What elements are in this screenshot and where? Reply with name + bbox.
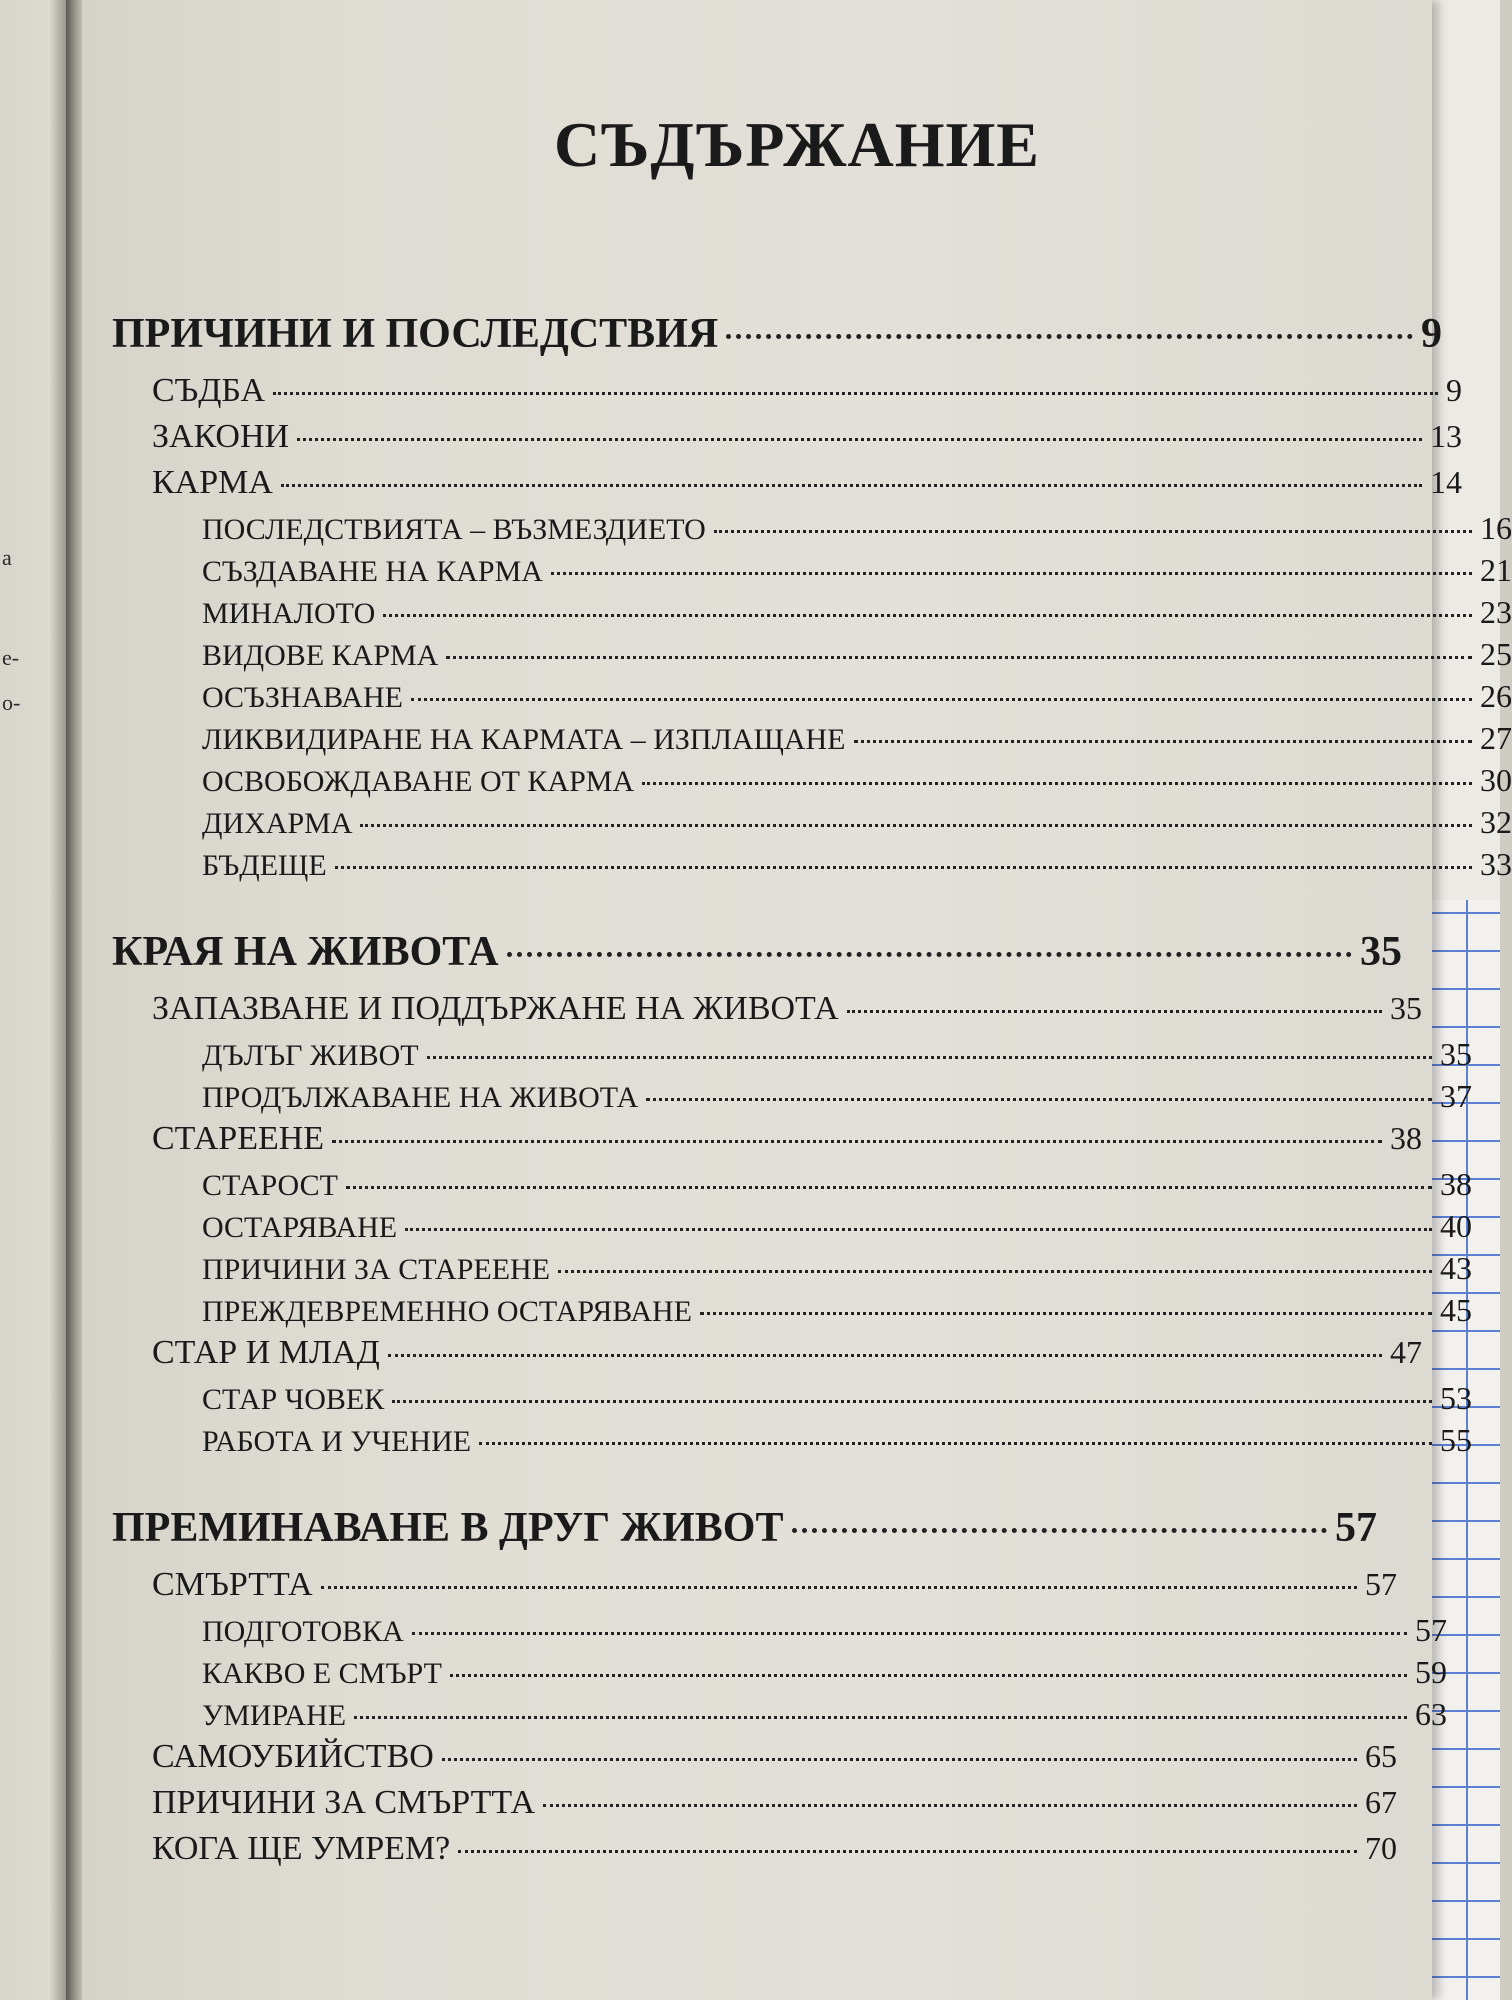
dot-leader bbox=[507, 952, 1352, 957]
entry-title: ПОСЛЕДСТВИЯТА – ВЪЗМЕЗДИЕТО bbox=[202, 513, 706, 546]
dot-leader bbox=[458, 1850, 1357, 1853]
entry-title: ПРЕМИНАВАНЕ В ДРУГ ЖИВОТ bbox=[112, 1505, 784, 1551]
page-number: 26 bbox=[1480, 678, 1512, 714]
dot-leader bbox=[646, 1098, 1432, 1101]
entry-title: ВИДОВЕ КАРМА bbox=[202, 639, 439, 672]
dot-leader bbox=[412, 1632, 1407, 1635]
dot-leader bbox=[700, 1312, 1432, 1315]
page-number: 9 bbox=[1421, 311, 1442, 357]
page-number: 35 bbox=[1360, 929, 1402, 975]
dot-leader bbox=[360, 824, 1472, 827]
page-number: 47 bbox=[1390, 1334, 1422, 1370]
dot-leader bbox=[847, 1010, 1382, 1013]
entry-title: ПРЕЖДЕВРЕМЕННО ОСТАРЯВАНЕ bbox=[202, 1295, 692, 1328]
page-number: 23 bbox=[1480, 594, 1512, 630]
left-page-fragment: е- bbox=[2, 645, 20, 670]
toc-chapter-entry bbox=[112, 1566, 1397, 1612]
entry-title: РАБОТА И УЧЕНИЕ bbox=[202, 1425, 472, 1458]
toc-chapter-entry bbox=[112, 1738, 1397, 1784]
entry-title: ПРОДЪЛЖАВАНЕ НА ЖИВОТА bbox=[202, 1081, 639, 1114]
entry-title: СЪДБА bbox=[152, 372, 266, 409]
page-number: 65 bbox=[1365, 1738, 1397, 1774]
entry-title: ЛИКВИДИРАНЕ НА КАРМАТА – ИЗПЛАЩАНЕ bbox=[202, 723, 846, 756]
page-number: 14 bbox=[1430, 464, 1462, 500]
toc-chapter-entry bbox=[112, 418, 1462, 464]
page-number: 67 bbox=[1365, 1784, 1397, 1820]
dot-leader bbox=[558, 1270, 1432, 1273]
entry-title: СТАРЕЕНЕ bbox=[152, 1120, 325, 1157]
toc-subchapter-entry bbox=[112, 510, 1512, 552]
toc-section-heading bbox=[112, 1504, 1377, 1566]
dot-leader bbox=[792, 1528, 1328, 1533]
dot-leader bbox=[297, 438, 1422, 441]
toc-section-heading bbox=[112, 310, 1442, 372]
toc-subchapter-entry bbox=[112, 1380, 1472, 1422]
page-number: 35 bbox=[1390, 990, 1422, 1026]
entry-title: ПОДГОТОВКА bbox=[202, 1615, 404, 1648]
toc-chapter-entry bbox=[112, 372, 1462, 418]
dot-leader bbox=[427, 1056, 1432, 1059]
dot-leader bbox=[273, 392, 1438, 395]
page-number: 59 bbox=[1415, 1654, 1447, 1690]
toc-subchapter-entry bbox=[112, 762, 1512, 804]
left-facing-page bbox=[0, 0, 70, 2000]
left-page-fragment: о- bbox=[2, 690, 21, 715]
toc-list bbox=[112, 310, 1512, 1876]
toc-chapter-entry bbox=[112, 1830, 1397, 1876]
entry-title: УМИРАНЕ bbox=[202, 1699, 347, 1732]
page-number: 37 bbox=[1440, 1078, 1472, 1114]
section-gap bbox=[112, 1464, 1472, 1504]
page-number: 53 bbox=[1440, 1380, 1472, 1416]
entry-title: ПРИЧИНИ ЗА СМЪРТТА bbox=[152, 1784, 535, 1821]
page-number: 45 bbox=[1440, 1292, 1472, 1328]
entry-title: САМОУБИЙСТВО bbox=[152, 1738, 434, 1775]
dot-leader bbox=[321, 1586, 1357, 1589]
dot-leader bbox=[332, 1140, 1382, 1143]
dot-leader bbox=[354, 1716, 1407, 1719]
entry-title: ПРИЧИНИ И ПОСЛЕДСТВИЯ bbox=[112, 311, 719, 357]
dot-leader bbox=[446, 656, 1472, 659]
toc-chapter-entry bbox=[112, 1120, 1422, 1166]
toc-subchapter-entry bbox=[112, 1036, 1472, 1078]
toc-section-heading bbox=[112, 928, 1402, 990]
page-number: 57 bbox=[1415, 1612, 1447, 1648]
page-number: 21 bbox=[1480, 552, 1512, 588]
dot-leader bbox=[411, 698, 1472, 701]
entry-title: ОСТАРЯВАНЕ bbox=[202, 1211, 398, 1244]
dot-leader bbox=[450, 1674, 1407, 1677]
toc-subchapter-entry bbox=[112, 1612, 1447, 1654]
page-title: СЪДЪРЖАНИЕ bbox=[554, 109, 1040, 180]
toc-chapter-entry bbox=[112, 990, 1422, 1036]
page-number: 9 bbox=[1446, 372, 1462, 408]
entry-title: ЗАПАЗВАНЕ И ПОДДЪРЖАНЕ НА ЖИВОТА bbox=[152, 990, 839, 1027]
entry-title: БЪДЕЩЕ bbox=[202, 849, 327, 882]
dot-leader bbox=[543, 1804, 1357, 1807]
page-number: 32 bbox=[1480, 804, 1512, 840]
page-number: 38 bbox=[1390, 1120, 1422, 1156]
page-number: 25 bbox=[1480, 636, 1512, 672]
page-number: 57 bbox=[1365, 1566, 1397, 1602]
page-number: 63 bbox=[1415, 1696, 1447, 1732]
dot-leader bbox=[551, 572, 1472, 575]
entry-title: СТАР ЧОВЕК bbox=[202, 1383, 385, 1416]
toc-subchapter-entry bbox=[112, 1250, 1472, 1292]
toc-subchapter-entry bbox=[112, 720, 1512, 762]
entry-title: ОСВОБОЖДАВАНЕ ОТ КАРМА bbox=[202, 765, 635, 798]
entry-title: СТАРОСТ bbox=[202, 1169, 338, 1202]
entry-title: ПРИЧИНИ ЗА СТАРЕЕНЕ bbox=[202, 1253, 551, 1286]
toc-subchapter-entry bbox=[112, 636, 1512, 678]
entry-title: КАРМА bbox=[152, 464, 273, 501]
toc-subchapter-entry bbox=[112, 1654, 1447, 1696]
page-number: 27 bbox=[1480, 720, 1512, 756]
toc-chapter-entry bbox=[112, 1334, 1422, 1380]
toc-subchapter-entry bbox=[112, 1292, 1472, 1334]
toc-subchapter-entry bbox=[112, 1696, 1447, 1738]
book-gutter bbox=[66, 0, 82, 2000]
page-number: 70 bbox=[1365, 1830, 1397, 1866]
dot-leader bbox=[281, 484, 1422, 487]
page-number: 55 bbox=[1440, 1422, 1472, 1458]
page-number: 57 bbox=[1335, 1505, 1377, 1551]
dot-leader bbox=[388, 1354, 1382, 1357]
dot-leader bbox=[726, 334, 1413, 339]
entry-title: КАКВО Е СМЪРТ bbox=[202, 1657, 442, 1690]
toc-subchapter-entry bbox=[112, 1078, 1472, 1120]
entry-title: КРАЯ НА ЖИВОТА bbox=[112, 929, 499, 975]
section-gap bbox=[112, 888, 1472, 928]
dot-leader bbox=[854, 740, 1472, 743]
entry-title: ОСЪЗНАВАНЕ bbox=[202, 681, 403, 714]
toc-subchapter-entry bbox=[112, 1166, 1472, 1208]
dot-leader bbox=[383, 614, 1472, 617]
dot-leader bbox=[335, 866, 1472, 869]
left-page-fragment: а bbox=[2, 545, 12, 570]
table-of-contents-page bbox=[82, 0, 1512, 2000]
toc-subchapter-entry bbox=[112, 1208, 1472, 1250]
page-number: 33 bbox=[1480, 846, 1512, 882]
page-number: 16 bbox=[1480, 510, 1512, 546]
page-number: 13 bbox=[1430, 418, 1462, 454]
toc-chapter-entry bbox=[112, 1784, 1397, 1830]
entry-title: ДЪЛЪГ ЖИВОТ bbox=[202, 1039, 419, 1072]
page-number: 38 bbox=[1440, 1166, 1472, 1202]
dot-leader bbox=[714, 530, 1472, 533]
toc-chapter-entry bbox=[112, 464, 1462, 510]
toc-subchapter-entry bbox=[112, 552, 1512, 594]
toc-subchapter-entry bbox=[112, 846, 1512, 888]
toc-subchapter-entry bbox=[112, 804, 1512, 846]
entry-title: СТАР И МЛАД bbox=[152, 1334, 380, 1371]
entry-title: ЗАКОНИ bbox=[152, 418, 290, 455]
dot-leader bbox=[442, 1758, 1357, 1761]
page-number: 40 bbox=[1440, 1208, 1472, 1244]
page-number: 43 bbox=[1440, 1250, 1472, 1286]
dot-leader bbox=[479, 1442, 1432, 1445]
toc-subchapter-entry bbox=[112, 678, 1512, 720]
entry-title: ДИХАРМА bbox=[202, 807, 353, 840]
entry-title: КОГА ЩЕ УМРЕМ? bbox=[152, 1830, 451, 1867]
dot-leader bbox=[346, 1186, 1432, 1189]
page-number: 30 bbox=[1480, 762, 1512, 798]
dot-leader bbox=[392, 1400, 1432, 1403]
toc-subchapter-entry bbox=[112, 1422, 1472, 1464]
toc-subchapter-entry bbox=[112, 594, 1512, 636]
dot-leader bbox=[642, 782, 1472, 785]
dot-leader bbox=[405, 1228, 1432, 1231]
entry-title: СЪЗДАВАНЕ НА КАРМА bbox=[202, 555, 543, 588]
page-number: 35 bbox=[1440, 1036, 1472, 1072]
entry-title: МИНАЛОТО bbox=[202, 597, 376, 630]
entry-title: СМЪРТТА bbox=[152, 1566, 313, 1603]
